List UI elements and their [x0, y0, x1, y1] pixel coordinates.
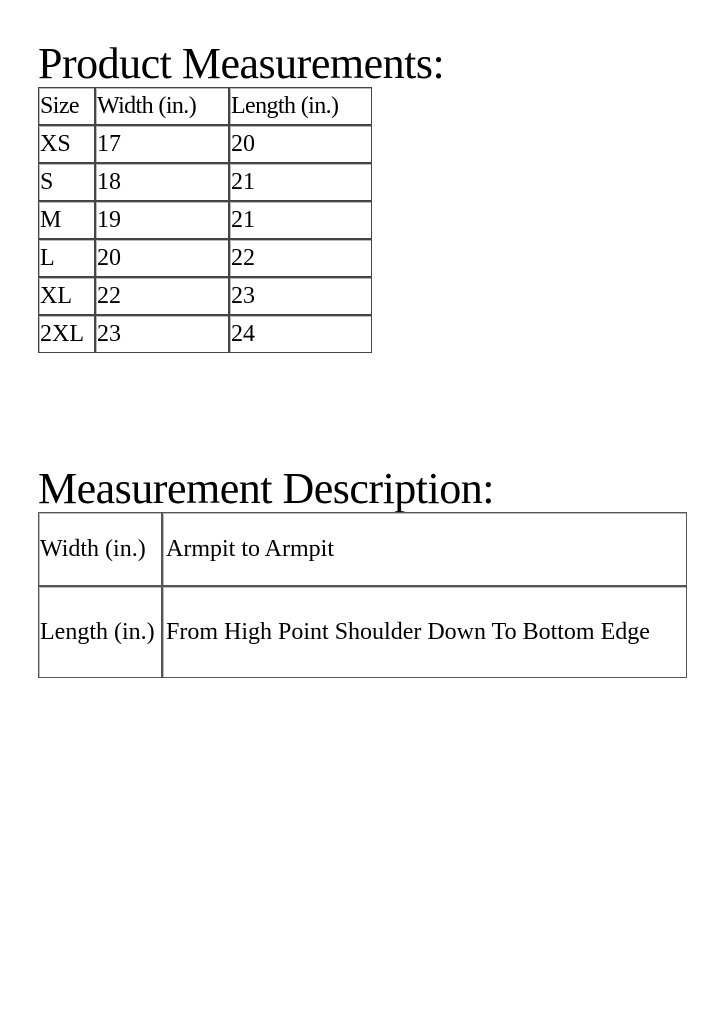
size-cell: XL: [38, 277, 95, 315]
measurement-table: [38, 87, 372, 353]
term-cell: Length (in.): [38, 586, 162, 678]
length-cell: 22: [229, 239, 372, 277]
table-row: [38, 512, 687, 586]
size-cell: 2XL: [38, 315, 95, 353]
description-table: [38, 512, 687, 678]
header-width: Width (in.): [95, 87, 229, 125]
header-size: Size: [38, 87, 95, 125]
length-cell: 21: [229, 163, 372, 201]
size-cell: M: [38, 201, 95, 239]
table-header-row: [38, 87, 372, 125]
width-cell: 22: [95, 277, 229, 315]
size-cell: L: [38, 239, 95, 277]
definition-cell: Armpit to Armpit: [162, 512, 687, 586]
table-row: [38, 586, 687, 678]
table-row: [38, 277, 372, 315]
table-row: [38, 315, 372, 353]
header-length: Length (in.): [229, 87, 372, 125]
length-cell: 20: [229, 125, 372, 163]
table-row: [38, 239, 372, 277]
product-measurements-title: Product Measurements:: [38, 39, 445, 88]
table-row: [38, 163, 372, 201]
term-cell: Width (in.): [38, 512, 162, 586]
width-cell: 20: [95, 239, 229, 277]
size-cell: S: [38, 163, 95, 201]
table-row: [38, 125, 372, 163]
measurement-description-title: Measurement Description:: [38, 464, 494, 513]
length-cell: 21: [229, 201, 372, 239]
definition-cell: From High Point Shoulder Down To Bottom Edge: [162, 586, 687, 678]
table-row: [38, 201, 372, 239]
width-cell: 23: [95, 315, 229, 353]
length-cell: 24: [229, 315, 372, 353]
width-cell: 17: [95, 125, 229, 163]
width-cell: 18: [95, 163, 229, 201]
size-cell: XS: [38, 125, 95, 163]
width-cell: 19: [95, 201, 229, 239]
length-cell: 23: [229, 277, 372, 315]
